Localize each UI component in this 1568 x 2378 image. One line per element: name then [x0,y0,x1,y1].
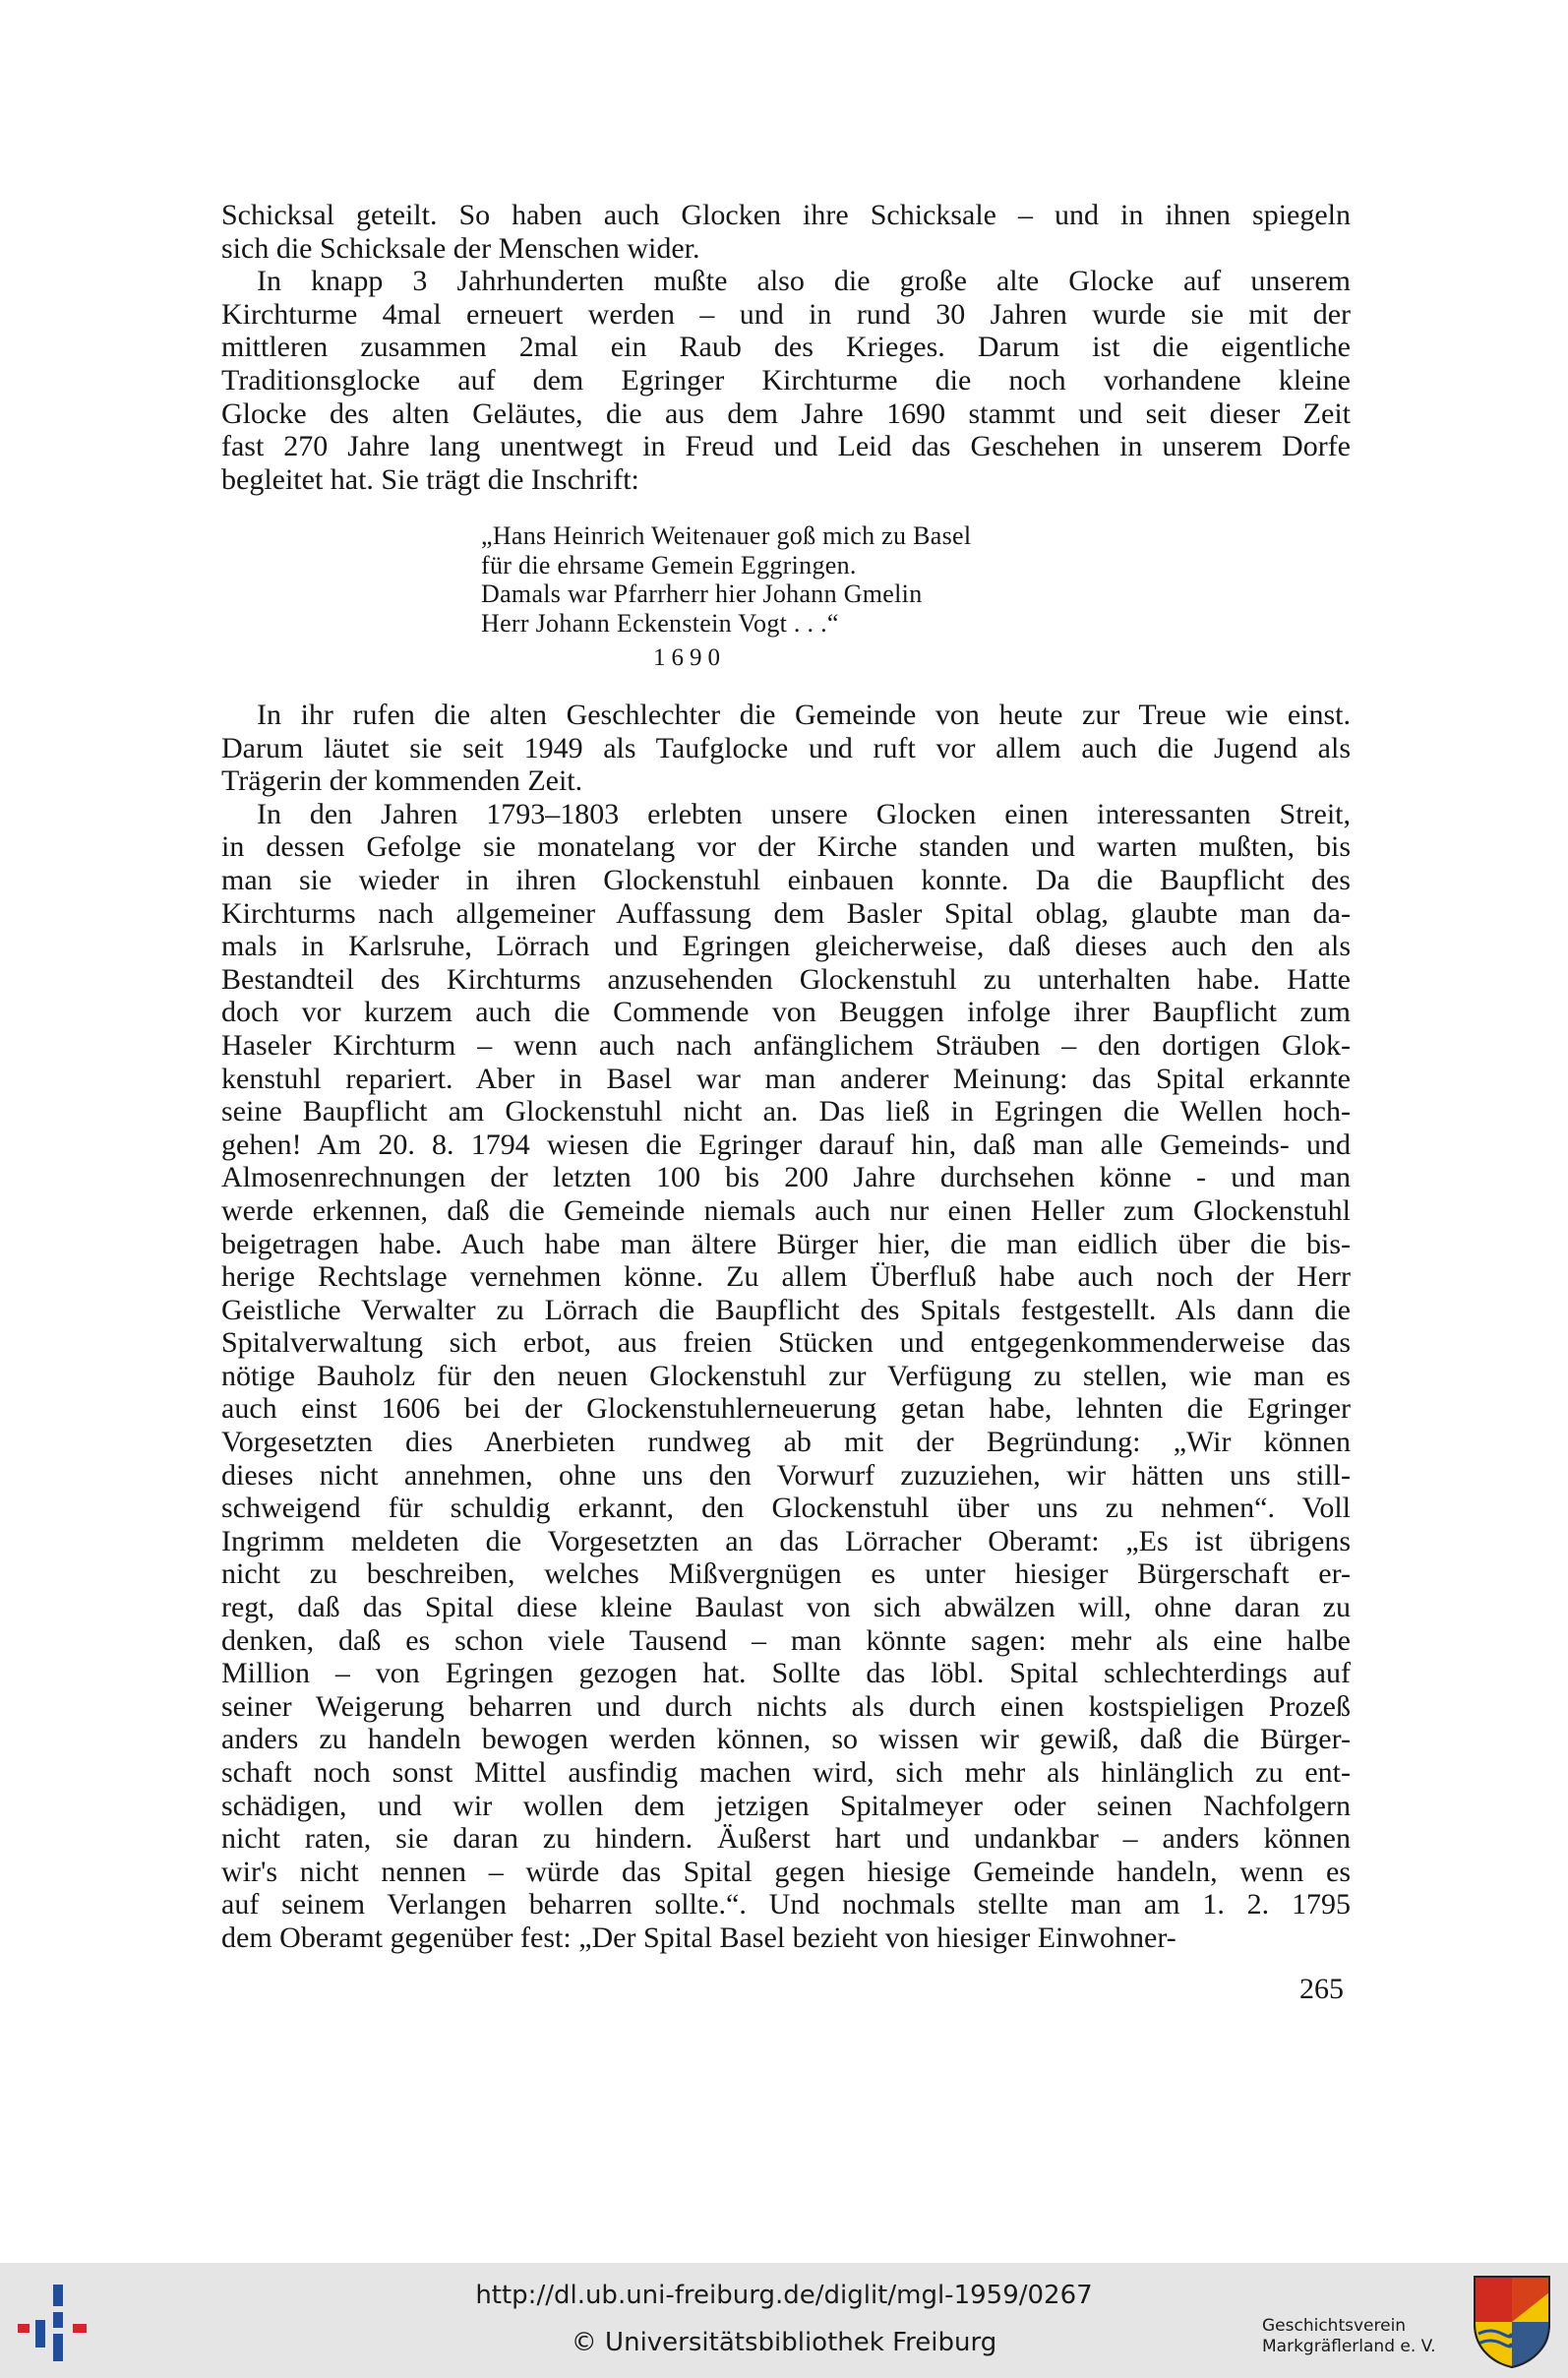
text-line: In den Jahren 1793–1803 erlebten unsere Glocken einen interessanten Streit, [257,797,1351,830]
society-name-line1: Geschichtsverein [1262,2316,1407,2336]
text-line: auf seinem Verlangen beharren sollte.“. Und nochmals stellte man am 1. 2. 1795 [221,1888,1351,1921]
text-line: begleitet hat. Sie trägt die Inschrift: [221,462,639,496]
inscription-line: „Hans Heinrich Weitenauer goß mich zu Basel [481,521,972,550]
text-line: gehen! Am 20. 8. 1794 wiesen die Egringer darauf hin, daß man alle Gemeinds- und [221,1128,1351,1161]
text-line: In knapp 3 Jahrhunderten mußte also die große alte Glocke auf unserem [257,265,1351,298]
text-line: man sie wieder in ihren Glockenstuhl einbauen konnte. Da die Baupflicht des [221,863,1351,896]
text-line: Haseler Kirchturm – wenn auch nach anfänglichem Sträuben – den dortigen Glok- [221,1028,1351,1062]
paragraph [221,199,1351,265]
markgraeflerland-crest-icon [1471,2273,1553,2369]
main-text-block [221,199,1351,496]
text-line: nötige Bauholz für den neuen Glockenstuhl zur Verfügung zu stellen, wie man es [221,1359,1351,1392]
text-line: herige Rechtslage vernehmen könne. Zu allem Überfluß habe auch noch der Herr [221,1260,1351,1294]
text-line: auch einst 1606 bei der Glockenstuhlerneuerung getan habe, lehnten die Egringer [221,1392,1351,1426]
text-line: Vorgesetzten dies Anerbieten rundweg ab mit der Begründung: „Wir können [221,1426,1351,1459]
text-line: Bestandteil des Kirchturms anzusehenden Glockenstuhl zu unterhalten habe. Hatte [221,962,1351,996]
text-line: Geistliche Verwalter zu Lörrach die Baupflicht des Spitals festgestellt. Als dann die [221,1293,1351,1326]
text-line: Darum läutet sie seit 1949 als Taufglocke und ruft vor allem auch die Jugend als [221,731,1351,764]
text-line: Traditionsglocke auf dem Egringer Kirchturme die noch vorhandene kleine [221,363,1351,396]
society-name-line2: Markgräflerland e. V. [1262,2337,1436,2356]
paragraph [221,265,1351,496]
text-line: Million – von Egringen gezogen hat. Sollte das löbl. Spital schlechterdings auf [221,1657,1351,1690]
text-line: seiner Weigerung beharren und durch nichts als durch einen kostspieligen Prozeß [221,1689,1351,1723]
text-line: regt, daß das Spital diese kleine Baulast von sich abwälzen will, ohne daran zu [221,1591,1351,1624]
text-line: Kirchturme 4mal erneuert werden – und in rund 30 Jahren wurde sie mit der [221,297,1351,331]
text-line: dem Oberamt gegenüber fest: „Der Spital Basel bezieht von hiesiger Einwohner- [221,1921,1176,1954]
footer-url-link[interactable]: http://dl.ub.uni-freiburg.de/diglit/mgl-1959/0267 [475,2281,1093,2310]
footer-bar [0,2263,1568,2378]
text-line: Glocke des alten Geläutes, die aus dem Jahre 1690 stammt und seit dieser Zeit [221,396,1351,430]
text-line: beigetragen habe. Auch habe man ältere Bürger hier, die man eidlich über die bis- [221,1227,1351,1260]
text-line: Ingrimm meldeten die Vorgesetzten an das Lörracher Oberamt: „Es ist übrigens [221,1524,1351,1557]
text-line: schweigend für schuldig erkannt, den Glockenstuhl über uns zu nehmen“. Voll [221,1492,1351,1525]
text-line: schädigen, und wir wollen dem jetzigen Spitalmeyer oder seinen Nachfolgern [221,1789,1351,1822]
text-line: doch vor kurzem auch die Commende von Beuggen infolge ihrer Baupflicht zum [221,996,1351,1029]
text-line: Spitalverwaltung sich erbot, aus freien Stücken und entgegenkommenderweise das [221,1326,1351,1360]
text-line: wir's nicht nennen – würde das Spital gegen hiesige Gemeinde handeln, wenn es [221,1855,1351,1888]
paragraph [221,699,1351,798]
text-line: anders zu handeln bewogen werden können, so wissen wir gewiß, daß die Bürger- [221,1723,1351,1756]
inscription-line: für die ehrsame Gemein Eggringen. [481,550,857,579]
page-number: 265 [1299,1973,1344,2005]
text-line: Kirchturms nach allgemeiner Auffassung dem Basler Spital oblag, glaubte man da- [221,896,1351,930]
text-line: werde erkennen, daß die Gemeinde niemals auch nur einen Heller zum Glockenstuhl [221,1193,1351,1227]
text-line: in dessen Gefolge sie monatelang vor der Kirche standen und warten mußten, bis [221,830,1351,864]
text-line: nicht raten, sie daran zu hindern. Äußerst hart und undankbar – anders können [221,1822,1351,1856]
bell-inscription [481,521,971,673]
text-line: kenstuhl repariert. Aber in Basel war man anderer Meinung: das Spital erkannte [221,1062,1351,1095]
inscription-line: Damals war Pfarrherr hier Johann Gmelin [481,579,923,608]
footer-copyright: © Universitätsbibliothek Freiburg [571,2328,997,2357]
inscription-year: 1690 [653,644,726,671]
text-line: Almosenrechnungen der letzten 100 bis 200 Jahre durchsehen könne - und man [221,1161,1351,1194]
text-line: Schicksal geteilt. So haben auch Glocken ihre Schicksale – und in ihnen spiegeln [221,199,1351,231]
text-line: Trägerin der kommenden Zeit. [221,764,583,798]
main-text-block-continued [221,699,1351,1955]
text-line: seine Baupflicht am Glockenstuhl nicht an. Das ließ in Egringen die Wellen hoch- [221,1095,1351,1128]
text-line: mals in Karlsruhe, Lörrach und Egringen gleicherweise, daß dieses auch den als [221,930,1351,963]
inscription-line: Herr Johann Eckenstein Vogt . . .“ [481,608,839,638]
text-line: mittleren zusammen 2mal ein Raub des Krieges. Darum ist die eigentliche [221,331,1351,364]
paragraph [221,798,1351,1955]
text-line: In ihr rufen die alten Geschlechter die Gemeinde von heute zur Treue wie einst. [257,699,1351,731]
text-line: schaft noch sonst Mittel ausfindig machen wird, sich mehr als hinlänglich zu ent- [221,1756,1351,1789]
text-line: dieses nicht annehmen, ohne uns den Vorwurf zuzuziehen, wir hätten uns still- [221,1458,1351,1492]
text-line: nicht zu beschreiben, welches Mißvergnügen es unter hiesiger Bürgerschaft er- [221,1557,1351,1591]
text-line: denken, daß es schon viele Tausend – man könnte sagen: mehr als eine halbe [221,1623,1351,1657]
text-line: fast 270 Jahre lang unentwegt in Freud und Leid das Geschehen in unserem Dorfe [221,430,1351,463]
text-line: sich die Schicksale der Menschen wider. [221,231,700,265]
society-name [1262,2316,1436,2357]
